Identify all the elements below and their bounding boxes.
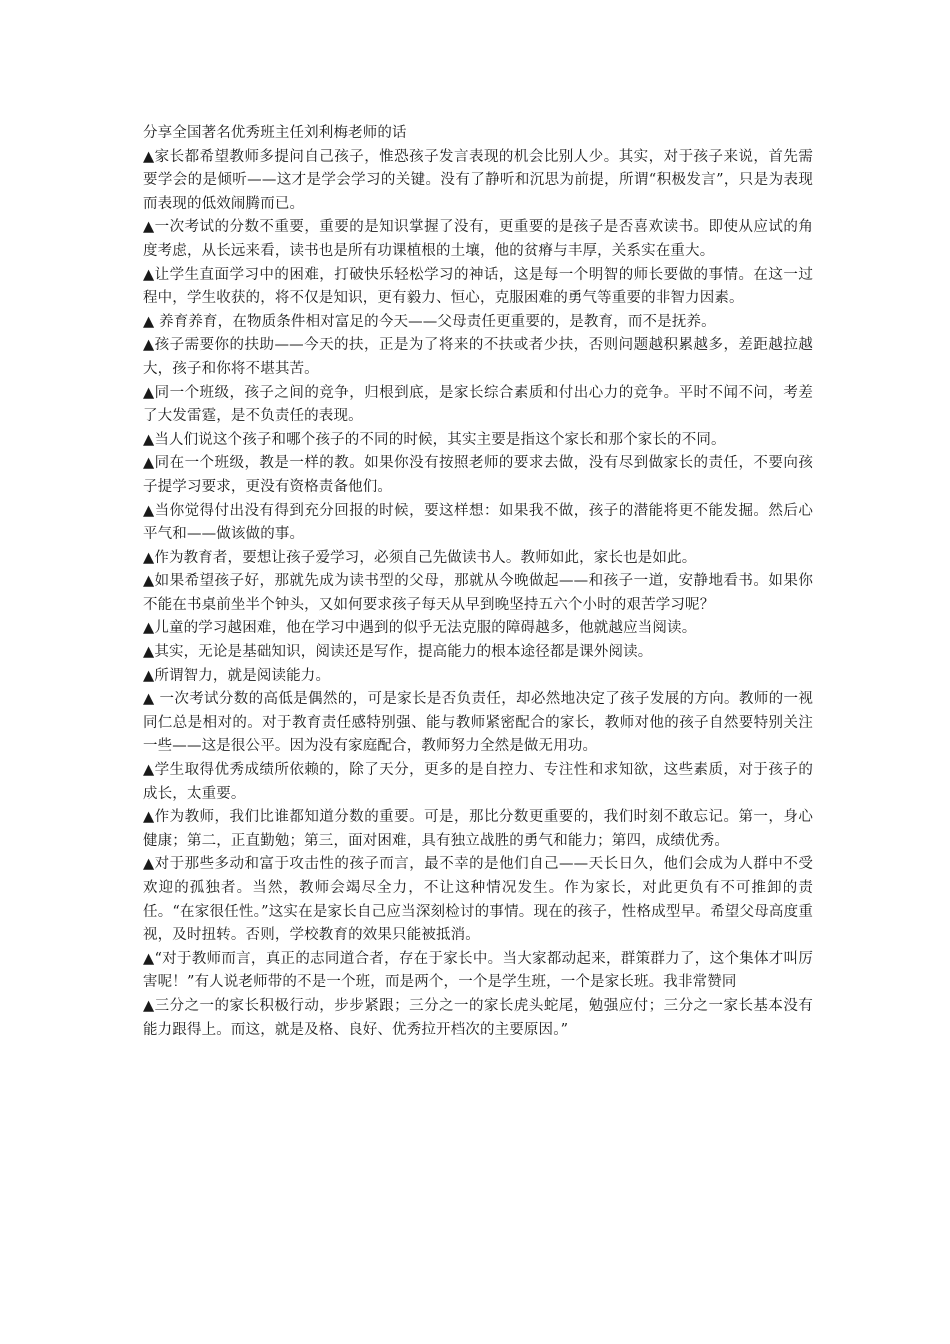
paragraph (143, 688, 813, 759)
paragraph-text: “对于教师而言，真正的志同道合者，存在于家长中。当大家都动起来，群策群力了，这个集体才叫厉害呢！”有人说老师带的不是一个班，而是两个，一个是学生班，一个是家长班。我非常赞同 (143, 950, 813, 991)
paragraph (143, 264, 813, 311)
paragraph-list (143, 146, 813, 1043)
paragraph (143, 617, 813, 641)
paragraph (143, 334, 813, 381)
document-page (143, 122, 813, 1042)
paragraph-text: 学生取得优秀成绩所依赖的，除了天分，更多的是自控力、专注性和求知欲，这些素质，对于孩子的成长，太重要。 (143, 762, 813, 802)
triangle-bullet-icon: ▲ (143, 997, 155, 1014)
paragraph (143, 641, 813, 665)
paragraph-text: 让学生直面学习中的困难，打破快乐轻松学习的神话，这是每一个明智的师长要做的事情。在这一过程中，学生收获的，将不仅是知识，更有毅力、恒心，克服困难的勇气等重要的非智力因素。 (143, 266, 813, 307)
paragraph (143, 382, 813, 429)
triangle-bullet-icon: ▲ (143, 549, 155, 566)
triangle-bullet-icon: ▲ (143, 431, 155, 448)
paragraph (143, 853, 813, 947)
triangle-bullet-icon: ▲ (143, 691, 155, 708)
paragraph (143, 216, 813, 263)
paragraph (143, 806, 813, 853)
paragraph-text: 同在一个班级，教是一样的教。如果你没有按照老师的要求去做，没有尽到做家长的责任，不要向孩子提学习要求，更没有资格责备他们。 (143, 455, 813, 495)
triangle-bullet-icon: ▲ (143, 620, 155, 637)
triangle-bullet-icon: ▲ (143, 502, 155, 519)
triangle-bullet-icon: ▲ (143, 384, 155, 401)
triangle-bullet-icon: ▲ (143, 337, 155, 354)
paragraph (143, 452, 813, 499)
paragraph-text: 孩子需要你的扶助——今天的扶，正是为了将来的不扶或者少扶，否则问题越积累越多，差距越拉越大，孩子和你将不堪其苦。 (143, 337, 813, 377)
paragraph-text: 当人们说这个孩子和哪个孩子的不同的时候，其实主要是指这个家长和那个家长的不同。 (154, 431, 726, 448)
paragraph (143, 146, 813, 217)
paragraph (143, 570, 813, 617)
paragraph (143, 995, 813, 1042)
paragraph (143, 429, 813, 453)
paragraph (143, 948, 813, 995)
paragraph-text: 养育养育，在物质条件相对富足的今天——父母责任更重要的，是教育，而不是抚养。 (154, 313, 716, 330)
triangle-bullet-icon: ▲ (143, 266, 155, 283)
triangle-bullet-icon: ▲ (143, 573, 155, 590)
triangle-bullet-icon: ▲ (143, 313, 155, 330)
paragraph-text: 一次考试的分数不重要，重要的是知识掌握了没有，更重要的是孩子是否喜欢读书。即使从应试的角度考虑，从长远来看，读书也是所有功课植根的土壤，他的贫瘠与丰厚，关系实在重大。 (143, 219, 813, 259)
triangle-bullet-icon: ▲ (143, 644, 155, 661)
paragraph-text: 儿童的学习越困难，他在学习中遇到的似乎无法克服的障碍越多，他就越应当阅读。 (154, 620, 697, 637)
paragraph-text: 作为教师，我们比谁都知道分数的重要。可是，那比分数更重要的，我们时刻不敢忘记。第一，身心健康；第二，正直勤勉；第三，面对困难，具有独立战胜的勇气和能力；第四，成绩优秀。 (143, 809, 813, 849)
document-title: 分享全国著名优秀班主任刘利梅老师的话 (143, 125, 407, 141)
paragraph-text: 三分之一的家长积极行动，步步紧跟；三分之一的家长虎头蛇尾，勉强应付；三分之一家长基本没有能力跟得上。而这，就是及格、良好、优秀拉开档次的主要原因。” (143, 997, 813, 1038)
paragraph (143, 665, 813, 689)
paragraph-text: 一次考试分数的高低是偶然的，可是家长是否负责任，却必然地决定了孩子发展的方向。教师的一视同仁总是相对的。对于教育责任感特别强、能与教师紧密配合的家长，教师对他的孩子自然要特别关注一些——这是很公平。因为没有家庭配合，教师努力全然是做无用功。 (143, 691, 813, 755)
triangle-bullet-icon: ▲ (143, 219, 155, 236)
paragraph-text: 作为教育者，要想让孩子爱学习，必须自己先做读书人。教师如此，家长也是如此。 (154, 549, 697, 566)
triangle-bullet-icon: ▲ (143, 856, 155, 873)
triangle-bullet-icon: ▲ (143, 148, 155, 165)
triangle-bullet-icon: ▲ (143, 455, 155, 472)
paragraph-text: 如果希望孩子好，那就先成为读书型的父母，那就从今晚做起——和孩子一道，安静地看书。如果你不能在书桌前坐半个钟头，又如何要求孩子每天从早到晚坚持五六个小时的艰苦学习呢？ (143, 573, 813, 613)
triangle-bullet-icon: ▲ (143, 809, 155, 826)
triangle-bullet-icon: ▲ (143, 667, 155, 684)
paragraph (143, 547, 813, 571)
paragraph (143, 759, 813, 806)
paragraph-text: 当你觉得付出没有得到充分回报的时候，要这样想：如果我不做，孩子的潜能将更不能发掘。然后心平气和——做该做的事。 (143, 502, 813, 543)
paragraph (143, 500, 813, 547)
triangle-bullet-icon: ▲ (143, 762, 155, 779)
paragraph-text: 所谓智力，就是阅读能力。 (154, 667, 331, 684)
triangle-bullet-icon: ▲ (143, 950, 155, 967)
paragraph-text: 对于那些多动和富于攻击性的孩子而言，最不幸的是他们自己——天长日久，他们会成为人群中不受欢迎的孤独者。当然，教师会竭尽全力，不让这种情况发生。作为家长，对此更负有不可推卸的责任。“在家很任性。”这实在是家长自己应当深刻检讨的事情。现在的孩子，性格成型早。希望父母高度重视，及时扭转。否则，学校教育的效果只能被抵消。 (143, 856, 813, 944)
paragraph-text: 其实，无论是基础知识，阅读还是写作，提高能力的根本途径都是课外阅读。 (154, 644, 653, 661)
paragraph-text: 同一个班级，孩子之间的竞争，归根到底，是家长综合素质和付出心力的竞争。平时不闻不问，考差了大发雷霆，是不负责任的表现。 (143, 384, 813, 425)
paragraph (143, 311, 813, 335)
paragraph-text: 家长都希望教师多提问自己孩子，惟恐孩子发言表现的机会比别人少。其实，对于孩子来说，首先需要学会的是倾听——这才是学会学习的关键。没有了静听和沉思为前提，所谓“积极发言”，只是为表现而表现的低效闹腾而已。 (143, 148, 813, 212)
